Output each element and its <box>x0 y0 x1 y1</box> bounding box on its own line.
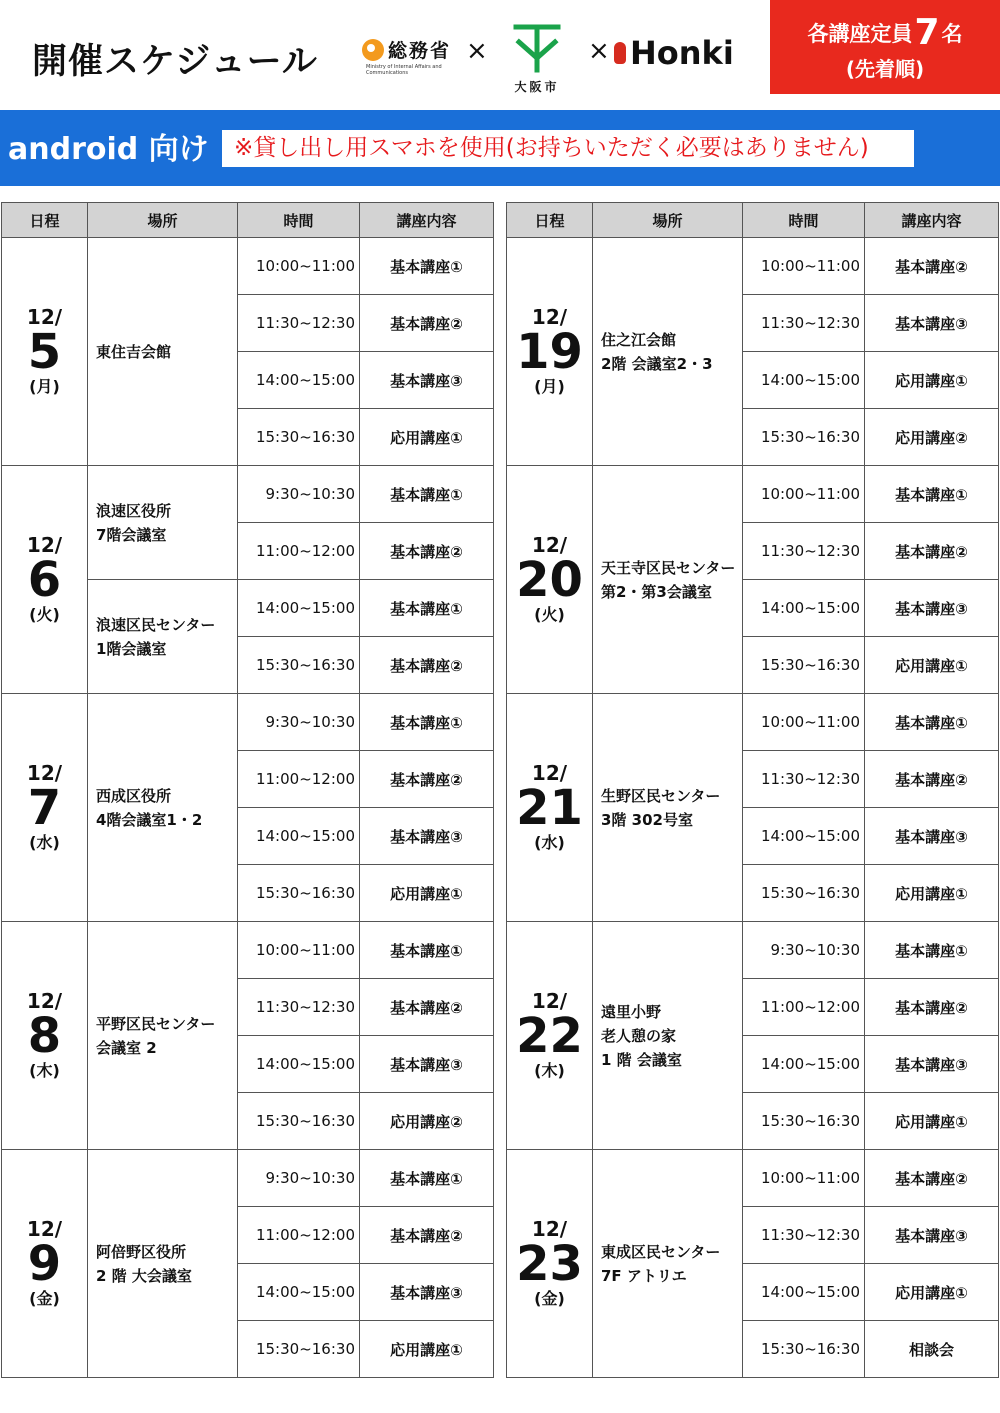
venue-line: 1階会議室 <box>96 639 167 658</box>
table-row <box>507 466 999 523</box>
capacity-suffix: 名 <box>941 22 963 46</box>
capacity-note: (先着順) <box>845 57 925 81</box>
date-cell <box>2 1150 88 1378</box>
course-cell: 基本講座① <box>360 466 494 523</box>
time-cell: 9:30~10:30 <box>743 922 865 979</box>
course-cell: 応用講座② <box>865 409 999 466</box>
time-cell: 10:00~11:00 <box>743 694 865 751</box>
osaka-city-logo <box>510 22 564 95</box>
venue-line: 生野区民センター <box>601 786 721 805</box>
date-weekday: (水) <box>534 832 565 852</box>
date-day: 8 <box>27 1007 62 1064</box>
course-cell: 基本講座③ <box>865 295 999 352</box>
time-cell: 11:30~12:30 <box>743 295 865 352</box>
capacity-number: 7 <box>914 12 940 53</box>
time-cell: 15:30~16:30 <box>238 1093 360 1150</box>
course-cell: 基本講座③ <box>865 1036 999 1093</box>
date-weekday: (木) <box>534 1060 565 1080</box>
course-cell: 基本講座① <box>360 580 494 637</box>
venue-line: 老人憩の家 <box>601 1026 677 1045</box>
date-month: 12/ <box>531 760 568 785</box>
date-day: 5 <box>27 323 62 380</box>
col-header-place: 場所 <box>88 203 238 238</box>
time-cell: 9:30~10:30 <box>238 694 360 751</box>
date-day: 23 <box>516 1235 583 1292</box>
col-header-time: 時間 <box>743 203 865 238</box>
page-title: 開催スケジュール <box>32 42 318 82</box>
date-day: 21 <box>516 779 583 836</box>
date-day: 6 <box>27 551 62 608</box>
date-cell <box>507 238 593 466</box>
course-cell: 基本講座③ <box>360 352 494 409</box>
date-cell <box>507 922 593 1150</box>
venue-line: 東成区民センター <box>601 1242 721 1261</box>
time-cell: 14:00~15:00 <box>238 352 360 409</box>
time-cell: 14:00~15:00 <box>238 1036 360 1093</box>
table-row <box>507 694 999 751</box>
col-header-place: 場所 <box>593 203 743 238</box>
col-header-course: 講座内容 <box>360 203 494 238</box>
col-header-date: 日程 <box>2 203 88 238</box>
course-cell: 応用講座① <box>360 1321 494 1378</box>
course-cell: 基本講座① <box>865 466 999 523</box>
time-cell: 15:30~16:30 <box>238 637 360 694</box>
date-weekday: (月) <box>29 376 60 396</box>
venue-cell <box>88 466 238 580</box>
table-row <box>2 466 494 523</box>
time-cell: 14:00~15:00 <box>238 1264 360 1321</box>
date-month: 12/ <box>26 760 63 785</box>
course-cell: 基本講座① <box>360 694 494 751</box>
time-cell: 14:00~15:00 <box>238 580 360 637</box>
course-cell: 応用講座① <box>865 1264 999 1321</box>
time-cell: 10:00~11:00 <box>238 238 360 295</box>
venue-line: 住之江会館 <box>601 330 677 349</box>
date-day: 19 <box>516 323 583 380</box>
venue-line: 7階会議室 <box>96 525 167 544</box>
venue-cell <box>88 694 238 922</box>
time-cell: 14:00~15:00 <box>743 1264 865 1321</box>
course-cell: 応用講座① <box>865 865 999 922</box>
course-cell: 基本講座③ <box>360 808 494 865</box>
course-cell: 応用講座① <box>865 1093 999 1150</box>
course-cell: 基本講座② <box>865 1150 999 1207</box>
date-weekday: (水) <box>29 832 60 852</box>
table-row <box>2 694 494 751</box>
osaka-city-mark-icon <box>510 22 564 74</box>
course-cell: 基本講座② <box>360 751 494 808</box>
time-cell: 11:00~12:00 <box>238 523 360 580</box>
time-cell: 14:00~15:00 <box>238 808 360 865</box>
col-header-date: 日程 <box>507 203 593 238</box>
time-cell: 14:00~15:00 <box>743 580 865 637</box>
table-row <box>2 1150 494 1207</box>
time-cell: 11:30~12:30 <box>743 1207 865 1264</box>
time-cell: 11:30~12:30 <box>238 979 360 1036</box>
course-cell: 応用講座① <box>360 865 494 922</box>
course-cell: 基本講座② <box>865 751 999 808</box>
date-weekday: (火) <box>534 604 565 624</box>
time-cell: 15:30~16:30 <box>743 865 865 922</box>
course-cell: 基本講座③ <box>865 1207 999 1264</box>
course-cell: 基本講座① <box>360 922 494 979</box>
date-weekday: (金) <box>29 1288 60 1308</box>
venue-cell <box>88 922 238 1150</box>
schedule-table-left <box>1 202 494 1378</box>
date-day: 9 <box>27 1235 62 1292</box>
course-cell: 応用講座① <box>865 637 999 694</box>
time-cell: 15:30~16:30 <box>743 637 865 694</box>
venue-line: 平野区民センター <box>96 1014 216 1033</box>
venue-line: 会議室 2 <box>96 1038 157 1057</box>
course-cell: 応用講座② <box>360 1093 494 1150</box>
venue-line: 第2・第3会議室 <box>601 582 712 601</box>
time-cell: 11:30~12:30 <box>238 295 360 352</box>
course-cell: 基本講座① <box>360 1150 494 1207</box>
venue-cell <box>593 238 743 466</box>
date-month: 12/ <box>26 532 63 557</box>
course-cell: 基本講座③ <box>865 580 999 637</box>
course-cell: 基本講座② <box>865 979 999 1036</box>
time-cell: 15:30~16:30 <box>238 1321 360 1378</box>
time-cell: 11:00~12:00 <box>238 1207 360 1264</box>
date-cell <box>507 1150 593 1378</box>
time-cell: 10:00~11:00 <box>743 238 865 295</box>
date-cell <box>507 694 593 922</box>
table-row <box>507 1150 999 1207</box>
course-cell: 応用講座① <box>865 352 999 409</box>
capacity-badge <box>770 0 1000 94</box>
date-cell <box>2 922 88 1150</box>
capacity-prefix: 各講座定員 <box>807 22 913 46</box>
venue-cell <box>88 238 238 466</box>
venue-cell <box>593 466 743 694</box>
time-cell: 10:00~11:00 <box>743 466 865 523</box>
course-cell: 基本講座② <box>360 1207 494 1264</box>
time-cell: 15:30~16:30 <box>238 865 360 922</box>
honki-logo-icon <box>614 42 626 64</box>
time-cell: 15:30~16:30 <box>743 1093 865 1150</box>
ministry-logo-subtext: Ministry of Internal Affairs and Communications <box>366 64 442 76</box>
table-row <box>2 922 494 979</box>
time-cell: 9:30~10:30 <box>238 1150 360 1207</box>
course-cell: 基本講座③ <box>360 1036 494 1093</box>
venue-cell <box>88 1150 238 1378</box>
venue-line: 7F アトリエ <box>601 1266 687 1285</box>
course-cell: 基本講座③ <box>360 1264 494 1321</box>
table-row <box>507 238 999 295</box>
date-cell <box>2 694 88 922</box>
time-cell: 14:00~15:00 <box>743 808 865 865</box>
course-cell: 基本講座② <box>360 295 494 352</box>
table-row <box>507 922 999 979</box>
venue-line: 3階 302号室 <box>601 810 693 829</box>
venue-line: 4階会議室1・2 <box>96 810 203 829</box>
collab-times-symbol: × <box>466 36 488 66</box>
time-cell: 15:30~16:30 <box>743 1321 865 1378</box>
date-month: 12/ <box>531 988 568 1013</box>
course-cell: 相談会 <box>865 1321 999 1378</box>
date-weekday: (金) <box>534 1288 565 1308</box>
date-weekday: (火) <box>29 604 60 624</box>
venue-line: 遠里小野 <box>601 1002 662 1021</box>
venue-line: 1 階 会議室 <box>601 1050 682 1069</box>
venue-line: 2 階 大会議室 <box>96 1266 192 1285</box>
course-cell: 基本講座① <box>865 694 999 751</box>
venue-cell <box>593 922 743 1150</box>
venue-line: 阿倍野区役所 <box>96 1242 187 1261</box>
collab-times-symbol-2: × <box>588 36 610 66</box>
venue-cell <box>593 1150 743 1378</box>
time-cell: 14:00~15:00 <box>743 352 865 409</box>
venue-cell <box>593 694 743 922</box>
venue-line: 浪速区役所 <box>96 501 172 520</box>
time-cell: 11:30~12:30 <box>743 751 865 808</box>
venue-line: 2階 会議室2・3 <box>601 354 713 373</box>
course-cell: 基本講座② <box>360 637 494 694</box>
table-row <box>2 238 494 295</box>
time-cell: 10:00~11:00 <box>743 1150 865 1207</box>
time-cell: 15:30~16:30 <box>238 409 360 466</box>
time-cell: 11:30~12:30 <box>743 523 865 580</box>
time-cell: 9:30~10:30 <box>238 466 360 523</box>
date-month: 12/ <box>26 304 63 329</box>
date-cell <box>2 466 88 694</box>
target-label: android 向け <box>8 132 209 167</box>
date-cell <box>507 466 593 694</box>
venue-cell <box>88 580 238 694</box>
date-month: 12/ <box>531 1216 568 1241</box>
col-header-course: 講座内容 <box>865 203 999 238</box>
course-cell: 基本講座① <box>865 922 999 979</box>
time-cell: 11:00~12:00 <box>238 751 360 808</box>
date-month: 12/ <box>531 304 568 329</box>
course-cell: 応用講座① <box>360 409 494 466</box>
device-note: ※貸し出し用スマホを使用(お持ちいただく必要はありません) <box>222 130 914 167</box>
ministry-logo-text: 総務省 <box>388 40 452 62</box>
course-cell: 基本講座② <box>865 238 999 295</box>
course-cell: 基本講座② <box>360 979 494 1036</box>
date-weekday: (木) <box>29 1060 60 1080</box>
time-cell: 10:00~11:00 <box>238 922 360 979</box>
time-cell: 15:30~16:30 <box>743 409 865 466</box>
course-cell: 基本講座② <box>360 523 494 580</box>
venue-line: 浪速区民センター <box>96 615 216 634</box>
date-day: 20 <box>516 551 583 608</box>
ministry-logo <box>362 36 451 63</box>
date-month: 12/ <box>531 532 568 557</box>
osaka-city-logo-text: 大阪市 <box>514 80 560 94</box>
course-cell: 基本講座① <box>360 238 494 295</box>
date-cell <box>2 238 88 466</box>
schedule-table-right <box>506 202 999 1378</box>
date-month: 12/ <box>26 988 63 1013</box>
date-day: 7 <box>27 779 62 836</box>
date-month: 12/ <box>26 1216 63 1241</box>
ministry-logo-icon <box>362 39 384 61</box>
venue-line: 西成区役所 <box>96 786 172 805</box>
target-band <box>0 110 1000 186</box>
time-cell: 14:00~15:00 <box>743 1036 865 1093</box>
date-weekday: (月) <box>534 376 565 396</box>
venue-line: 東住吉会館 <box>96 342 172 361</box>
time-cell: 11:00~12:00 <box>743 979 865 1036</box>
course-cell: 基本講座② <box>865 523 999 580</box>
date-day: 22 <box>516 1007 583 1064</box>
venue-line: 天王寺区民センター <box>601 558 736 577</box>
honki-logo-text: Honki <box>630 34 734 72</box>
col-header-time: 時間 <box>238 203 360 238</box>
course-cell: 基本講座③ <box>865 808 999 865</box>
honki-logo <box>614 34 734 72</box>
